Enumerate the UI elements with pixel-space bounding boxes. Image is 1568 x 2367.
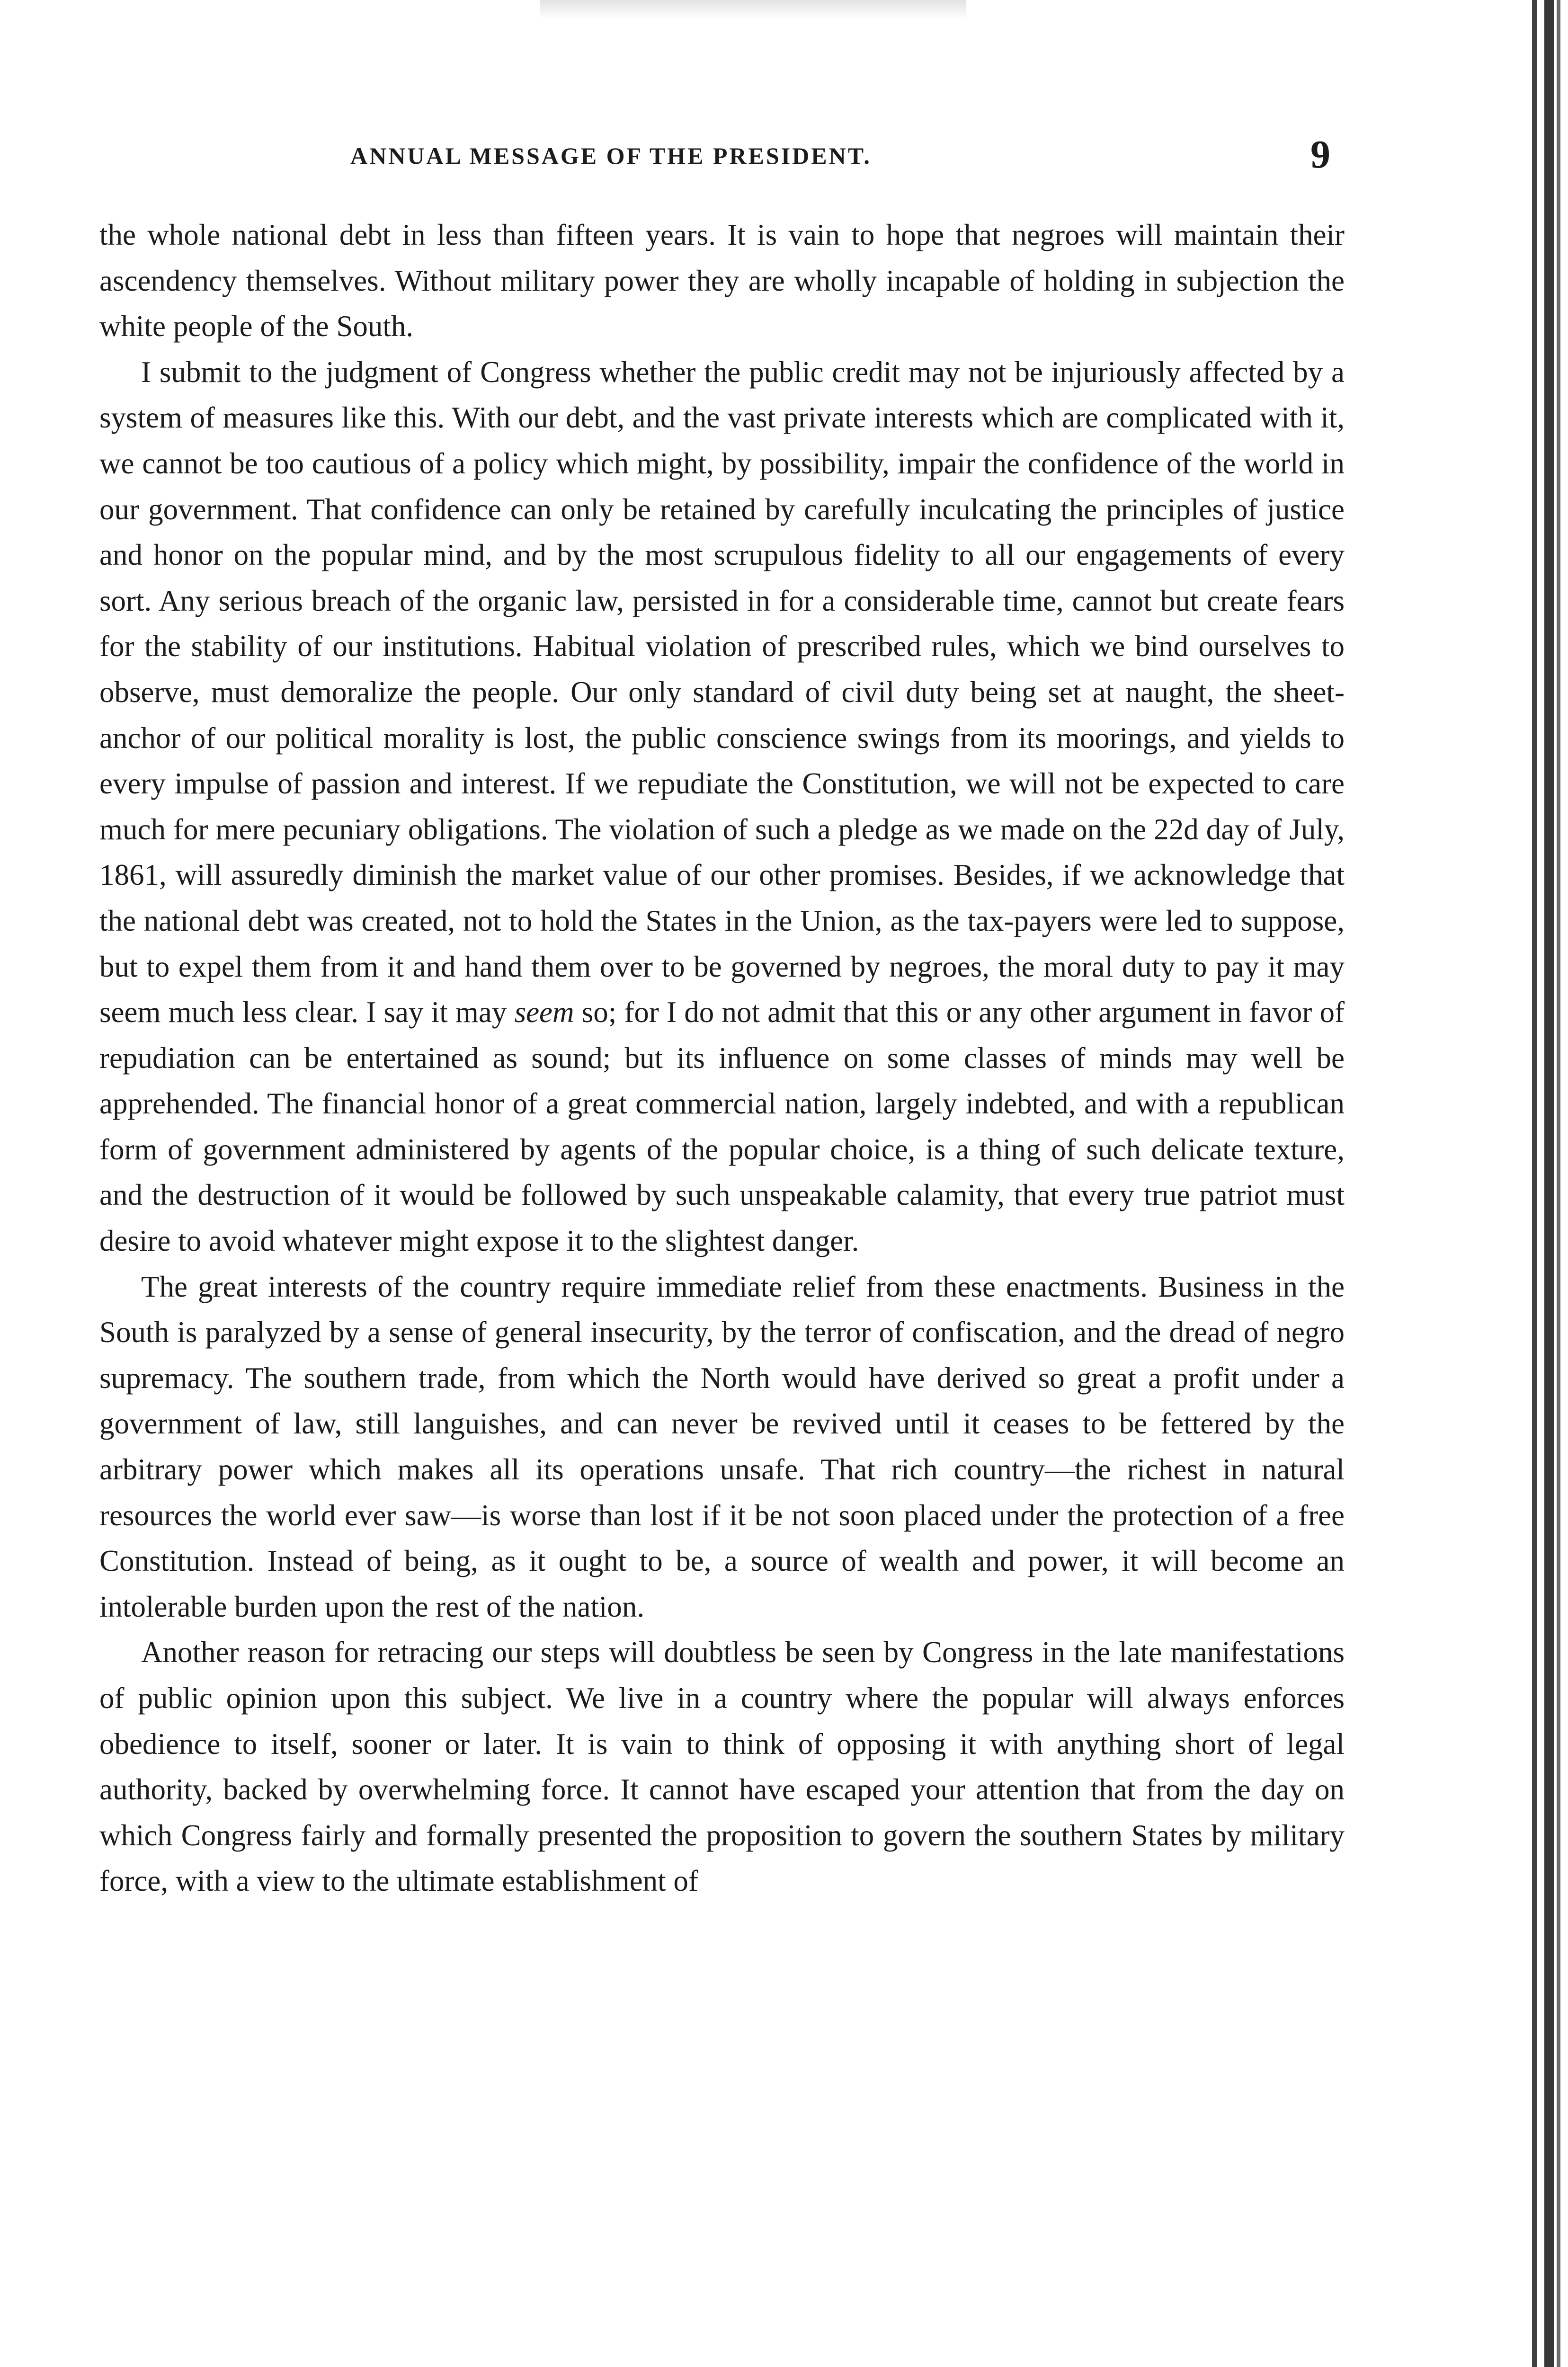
scan-right-edge — [1557, 0, 1560, 2367]
paragraph-text: I submit to the judgment of Congress whether the public credit may not be injuriously affected by a system of measures like this. With our debt, and the vast private interests which are complicated with it, we cannot be too cautious of a policy which might, by possibility, impair the confidence of the world in our government. That confidence can only be retained by carefully inculcating the principles of justice and honor on the popular mind, and by the most scrupulous fidelity to all our engagements of every sort. Any serious breach of the organic law, persisted in for a considerable time, cannot but create fears for the stability of our institutions. Habitual violation of prescribed rules, which we bind ourselves to observe, must demoralize the people. Our only standard of civil duty being set at naught, the sheet-anchor of our political morality is lost, the public conscience swings from its moorings, and yields to every impulse of passion and interest. If we repudiate the Constitution, we will not be expected to care much for mere pecuniary obligations. The violation of such a pledge as we made on the 22d day of July, 1861, will assuredly diminish the market value of our other promises. Besides, if we acknowledge that the national debt was created, not to hold the States in the Union, as the tax-payers were led to suppose, but to expel them from it and hand them over to be governed by negroes, the moral duty to pay it may seem much less clear. I say it may — [99, 355, 1345, 1029]
scan-right-edge — [1532, 0, 1537, 2367]
paragraph-another-reason — [99, 1629, 1345, 1904]
paragraph-great-interests — [99, 1264, 1345, 1630]
body-text — [99, 212, 1345, 1904]
paragraph-text: Another reason for retracing our steps will doubtless be seen by Congress in the late manifestations of public opinion upon this subject. We live in a country where the popular will always enforces obedience to itself, sooner or later. It is vain to think of opposing it with anything short of legal authority, backed by overwhelming force. It cannot have escaped your attention that from the day on which Congress fairly and formally presented the proposition to govern the southern States by military force, with a view to the ultimate establishment of — [99, 1636, 1345, 1898]
emphasized-word: seem — [514, 996, 574, 1029]
scan-right-edge — [1544, 0, 1554, 2367]
paragraph-text-continued: so; for I do not admit that this or any other argument in favor of repudiation can be entertained as sound; but its influence on some classes of minds may well be apprehended. The financial honor of a great commercial nation, largely indebted, and with a republican form of government administered by agents of the popular choice, is a thing of such delicate texture, and the destruction of it would be followed by such unspeakable calamity, that every true patriot must desire to avoid whatever might expose it to the slightest danger. — [99, 996, 1345, 1258]
paragraph-text: the whole national debt in less than fifteen years. It is vain to hope that negroes will maintain their ascendency themselves. Without military power they are wholly incapable of holding in subjection the white people of the South. — [99, 218, 1345, 343]
paragraph-public-credit — [99, 349, 1345, 1264]
page-number: 9 — [1310, 133, 1330, 177]
scan-top-shadow — [540, 0, 966, 19]
paragraph-continuation — [99, 212, 1345, 349]
running-head: ANNUAL MESSAGE OF THE PRESIDENT. — [350, 142, 872, 169]
paragraph-text: The great interests of the country require immediate relief from these enactments. Business in the South is paralyzed by a sense of general insecurity, by the terror of confiscation, and the dread of negro supremacy. The southern trade, from which the North would have derived so great a profit under a government of law, still languishes, and can never be revived until it ceases to be fettered by the arbitrary power which makes all its operations unsafe. That rich country—the richest in natural resources the world ever saw—is worse than lost if it be not soon placed under the protection of a free Constitution. Instead of being, as it ought to be, a source of wealth and power, it will become an intolerable burden upon the rest of the nation. — [99, 1270, 1345, 1623]
